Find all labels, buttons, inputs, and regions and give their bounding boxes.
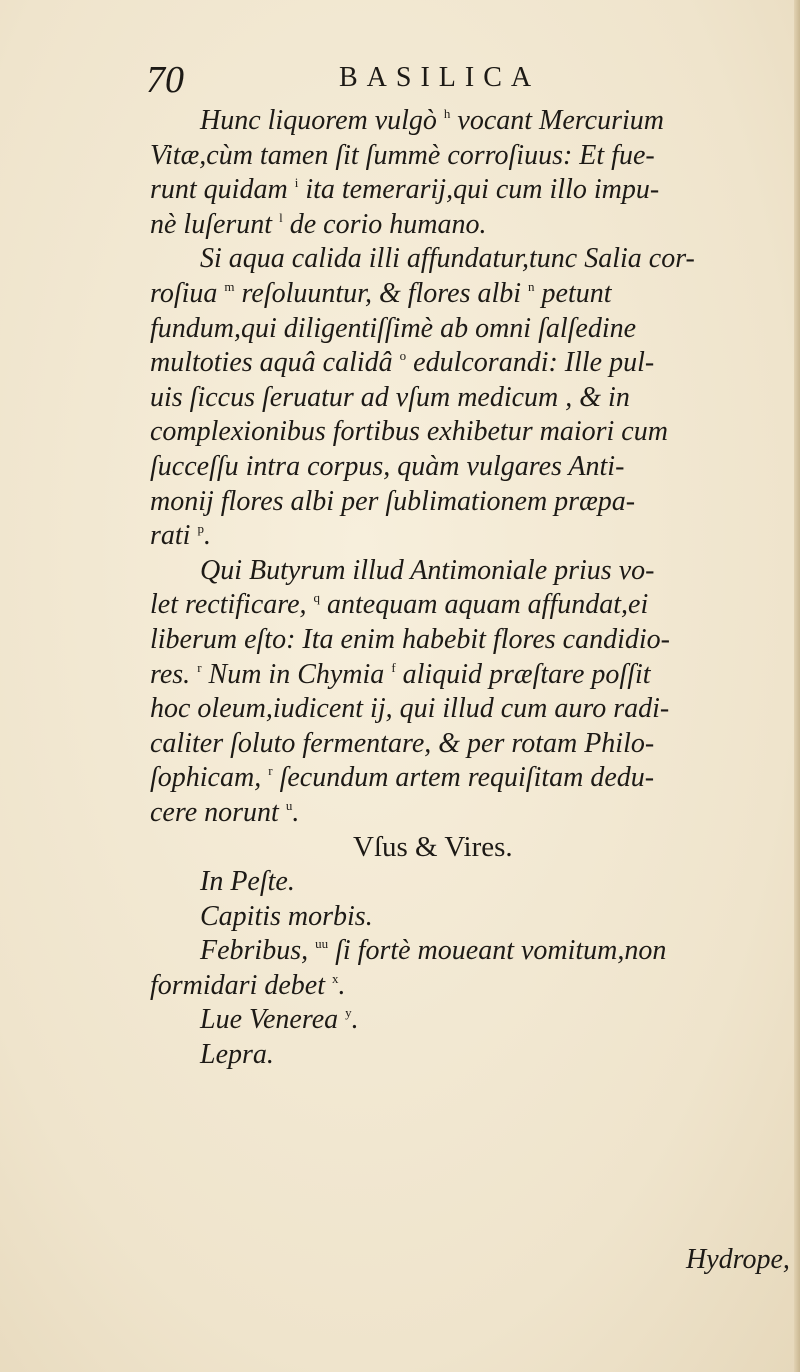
text-segment: Lue Venerea: [200, 1004, 346, 1036]
text-segment: fundum,qui diligentiſſimè ab omni ſalſedine: [150, 312, 637, 344]
text-segment: monij flores albi per ſublimationem præpa-: [150, 485, 636, 517]
text-segment: In Peſte.: [200, 866, 295, 898]
body-text: [150, 104, 790, 1073]
text-line: [150, 346, 790, 381]
text-line: [150, 588, 790, 623]
text-segment: complexionibus fortibus exhibetur maiori cum: [150, 416, 668, 448]
text-line: [150, 623, 790, 658]
text-segment: antequam aquam affundat,ei: [320, 589, 649, 621]
footnote-marker: l: [279, 209, 283, 225]
text-line: [150, 104, 790, 139]
catchword: Hydrope,: [686, 1244, 790, 1275]
text-segment: .: [338, 969, 346, 1001]
text-segment: reſoluuntur, & flores albi: [234, 277, 529, 309]
text-segment: formidari debet: [150, 969, 332, 1001]
footnote-marker: r: [268, 763, 273, 779]
footnote-marker: o: [399, 348, 407, 364]
text-segment: caliter ſoluto fermentare, & per rotam Philo-: [150, 727, 655, 759]
footnote-marker: n: [528, 278, 535, 294]
text-segment: ita temerarij,qui cum illo impu-: [298, 174, 660, 206]
text-segment: ſecundum artem requiſitam dedu-: [272, 762, 655, 794]
text-line: [150, 485, 790, 520]
text-line: [150, 381, 790, 416]
text-segment: Capitis morbis.: [200, 900, 373, 932]
text-line: [150, 1038, 790, 1073]
text-line: [150, 969, 790, 1004]
text-line: [150, 415, 790, 450]
text-segment: Vſus & Vires.: [353, 831, 513, 864]
text-segment: ſophicam,: [150, 762, 269, 794]
text-line: [150, 1003, 790, 1038]
page-edge: [794, 0, 800, 1372]
text-line: [150, 900, 790, 935]
text-segment: vocant Mercurium: [450, 105, 664, 136]
text-segment: Qui Butyrum illud Antimoniale prius vo-: [200, 554, 655, 586]
footnote-marker: h: [443, 106, 451, 121]
section-heading: [150, 830, 790, 865]
text-line: [150, 554, 790, 589]
text-segment: res.: [150, 658, 198, 690]
text-segment: rati: [150, 520, 198, 552]
text-line: [150, 761, 790, 796]
text-segment: aliquid præſtare poſſit: [395, 658, 651, 690]
text-line: [150, 277, 790, 312]
text-segment: roſiua: [150, 277, 225, 309]
text-line: [150, 519, 790, 554]
text-segment: Febribus,: [200, 935, 316, 967]
text-segment: let rectificare,: [150, 589, 314, 621]
text-segment: Lepra.: [200, 1039, 274, 1071]
text-segment: de corio humano.: [282, 208, 487, 240]
footnote-marker: x: [332, 970, 339, 986]
text-segment: uis ſiccus ſeruatur ad vſum medicum , & in: [150, 381, 630, 413]
text-line: [150, 934, 790, 969]
text-segment: ſi fortè moueant vomitum,non: [328, 935, 667, 967]
text-line: [150, 450, 790, 485]
page-header: [0, 58, 800, 108]
text-segment: hoc oleum,iudicent ij, qui illud cum auro radi-: [150, 693, 670, 725]
footnote-marker: q: [313, 590, 321, 606]
footnote-marker: p: [197, 521, 204, 537]
text-line: [150, 173, 790, 208]
page-number: 70: [146, 59, 184, 101]
text-segment: liberum eſto: Ita enim habebit flores candidio-: [150, 623, 670, 655]
footnote-marker: y: [345, 1005, 352, 1021]
text-line: [150, 865, 790, 900]
text-segment: petunt: [534, 277, 612, 309]
footnote-marker: u: [285, 797, 293, 813]
text-line: [150, 796, 790, 831]
text-segment: .: [351, 1004, 359, 1036]
text-segment: nè luſerunt: [150, 208, 280, 240]
running-title: BASILICA: [339, 62, 541, 93]
footnote-marker: r: [197, 659, 202, 675]
footnote-marker: uu: [315, 936, 329, 952]
text-segment: ſucceſſu intra corpus, quàm vulgares Anti-: [150, 450, 625, 482]
text-line: [150, 727, 790, 762]
text-line: [150, 242, 790, 277]
text-segment: cere norunt: [150, 796, 286, 828]
footnote-marker: f: [391, 659, 396, 675]
text-segment: Hunc liquorem vulgò: [200, 105, 444, 136]
footnote-marker: m: [224, 278, 235, 294]
text-line: [150, 208, 790, 243]
text-segment: runt quidam: [150, 174, 295, 206]
text-segment: Num in Chymia: [201, 658, 392, 690]
text-segment: multoties aquâ calidâ: [150, 347, 400, 379]
text-line: [150, 692, 790, 727]
text-line: [150, 312, 790, 347]
text-segment: edulcorandi: Ille pul-: [406, 347, 655, 379]
text-line: [150, 658, 790, 693]
text-line: [150, 139, 790, 174]
text-segment: Vitæ,cùm tamen ſit ſummè corroſiuus: Et fue-: [150, 139, 655, 171]
text-segment: Si aqua calida illi affundatur,tunc Salia cor-: [200, 243, 695, 275]
footnote-marker: i: [294, 175, 299, 191]
text-segment: .: [292, 796, 300, 828]
text-segment: .: [203, 520, 211, 552]
